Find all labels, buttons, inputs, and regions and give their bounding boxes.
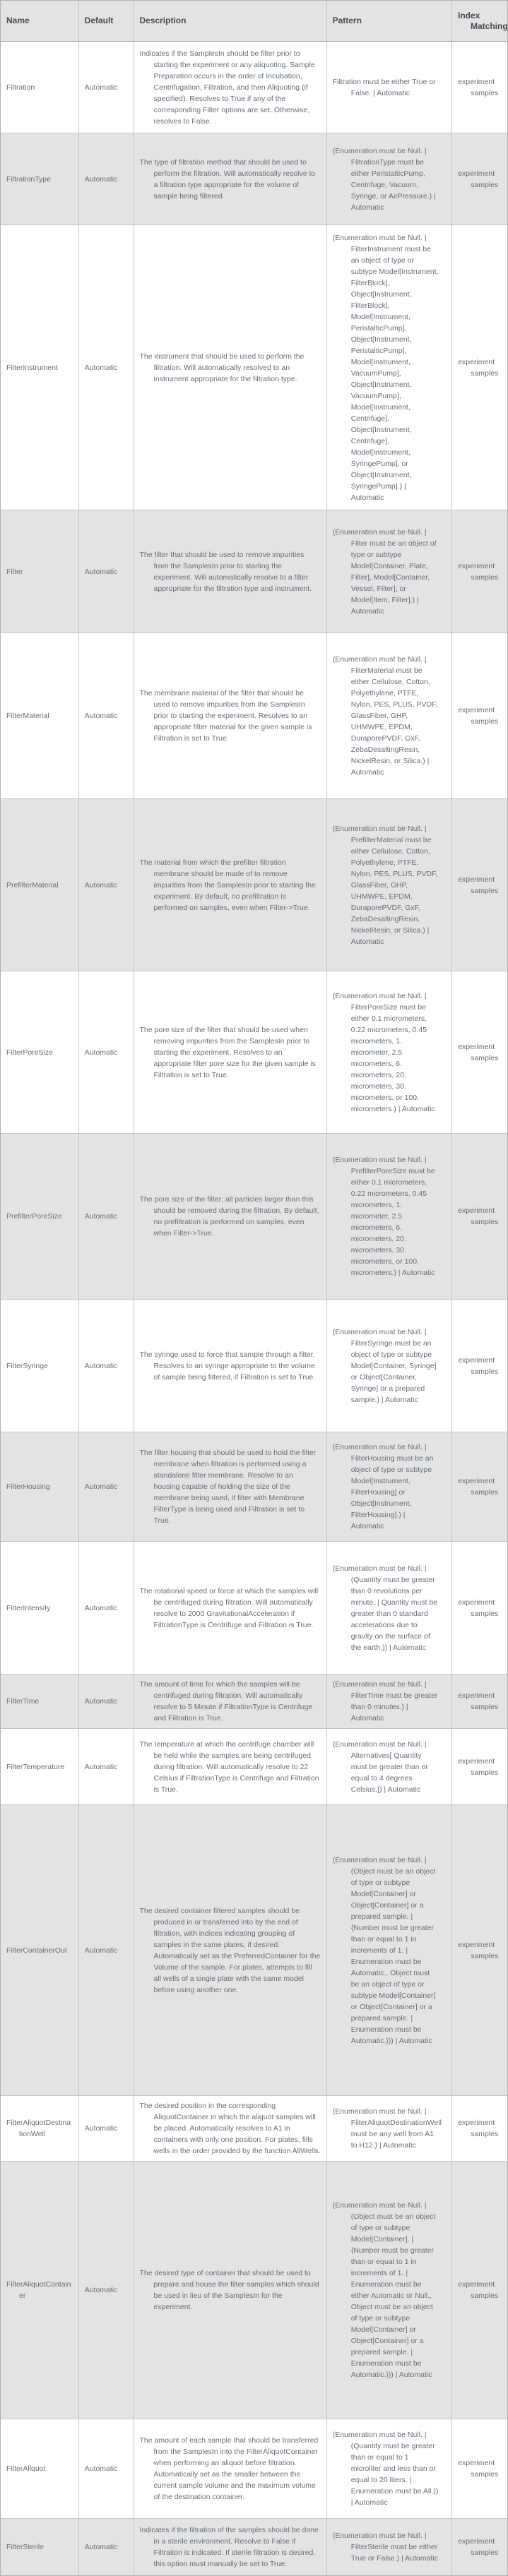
table-row xyxy=(1,633,507,799)
option-description: The desired type of container that should be used to prepare and house the filter samples which should be used in lieu of the SamplesIn for the experiment. xyxy=(134,2162,327,2419)
option-name: FilterAliquot xyxy=(1,2419,79,2518)
option-index-matching: experiment samples xyxy=(458,2537,499,2557)
option-pattern: (Enumeration must be Null. | FilterSyringe must be an object of type or subtype Model[Container, Syringe] or Object[Container, Syringe] or a prepared sample.) | Automatic xyxy=(327,1300,453,1432)
option-default-value: Automatic xyxy=(79,2096,134,2161)
option-pattern: (Enumeration must be Null. | (Quantity must be greater than or equal to 1 microliter and less than or equal to 20 liters. | Enumeration must be All.)) | Automatic xyxy=(327,2419,453,2518)
table-row xyxy=(1,1432,507,1542)
table-row xyxy=(1,42,507,133)
table-header-row xyxy=(1,1,507,42)
option-pattern: (Enumeration must be Null. | FilterTime must be greater than 0 minutes.) | Automatic xyxy=(327,1675,453,1728)
option-pattern: (Enumeration must be Null. | FilterPoreSize must be either 0.1 micrometers, 0.22 micrometers, 0.45 micrometers, 1. micrometer, 2.5 micrometers, 6. micrometers, 20. micrometers, 30. micrometers, or 100. micrometers.) | Automatic xyxy=(327,971,453,1133)
option-description: The pore size of the filter that should be used when removing impurities from the SamplesIn prior to starting the experiment. Resolves to an appropriate filter pore size for the given sample is Filtration is set to True. xyxy=(134,971,327,1133)
option-index-matching: experiment samples xyxy=(458,2280,499,2300)
table-row xyxy=(1,225,507,510)
option-name: FilterMaterial xyxy=(1,633,79,798)
table-body xyxy=(1,42,507,2575)
option-name: FilterPoreSize xyxy=(1,971,79,1133)
option-description: The rotational speed or force at which the samples will be centrifuged during filtration. Will automatically resolve to 2000 GravitationalAcceleration if FiltrationType is Centrifuge and Filtration is True. xyxy=(134,1542,327,1674)
option-default-value: Automatic xyxy=(79,225,134,510)
option-index-matching: experiment samples xyxy=(458,875,499,895)
option-name: FilterSterile xyxy=(1,2519,79,2575)
option-description: The membrane material of the filter that should be used to remove impurities from the SamplesIn prior to starting the experiment. Resolves to an appropriate filter material for the given sample is Filtration is set to True. xyxy=(134,633,327,798)
option-description: The pore size of the filter; all particles larger than this should be removed during the filtration. By default, no prefiltration is performed on samples, even when Filter->True. xyxy=(134,1134,327,1299)
option-name: FilterTemperature xyxy=(1,1729,79,1804)
option-default-value: Automatic xyxy=(79,1729,134,1804)
option-index-matching: experiment samples xyxy=(458,1598,499,1618)
table-row xyxy=(1,2162,507,2419)
option-index-matching: experiment samples xyxy=(458,1206,499,1226)
option-default-value: Automatic xyxy=(79,971,134,1133)
option-name: FilterInstrument xyxy=(1,225,79,510)
option-description: The amount of each sample that should be transferred from the SamplesIn into the FilterAliquotContainer when performing an aliquot before filtration. Automatically set as the smaller between the current sample volume and the maximum volume of the destination container. xyxy=(134,2419,327,2518)
option-index-matching: experiment samples xyxy=(458,561,499,582)
option-description: Indicates if the SamplesIn should be filter prior to starting the experiment or any aliquoting. Sample Preparation occurs in the order of Incubation, Centrifugation, Filtration, and then Aliquoting (if specified). Resolves to True if any of the corresponding Filter options are set. Otherwise, resolves to False. xyxy=(134,42,327,133)
option-description: The filter that should be used to remove impurities from the SamplesIn prior to starting the experiment. Will automatically resolve to a filter appropriate for the filtration type and instrument. xyxy=(134,510,327,633)
option-default-value: Automatic xyxy=(79,1432,134,1541)
option-default-value: Automatic xyxy=(79,1300,134,1432)
option-name: Filtration xyxy=(1,42,79,133)
option-index-matching: experiment samples xyxy=(458,1355,499,1376)
table-row xyxy=(1,2419,507,2519)
option-name: FilterIntensity xyxy=(1,1542,79,1674)
table-row xyxy=(1,1805,507,2096)
option-default-value: Automatic xyxy=(79,42,134,133)
option-description: The desired container filtered samples should be produced in or transferred into by the end of filtration, with indices indicating grouping of samples in the same plates, if desired. Automatically set as the PreferredContainer for the Volume of the sample. For plates, attempts to fill all wells of a single plate with the same model before using another one. xyxy=(134,1805,327,2095)
option-index-matching: experiment samples xyxy=(458,77,499,97)
option-description: The type of filtration method that should be used to perform the filtration. Will automatically resolve to a filtration type appropriate for the volume of sample being filtered. xyxy=(134,133,327,224)
column-header-default: Default xyxy=(79,1,134,41)
option-index-matching: experiment samples xyxy=(458,1477,499,1497)
option-description: The material from which the prefilter filtration membrane should be made of to remove impurities from the SamplesIn prior to starting the experiment. By default, no prefiltration is performed on samples, even when Filter->True. xyxy=(134,799,327,971)
option-pattern: Filtration must be either True or False. | Automatic xyxy=(327,42,453,133)
option-pattern: (Enumeration must be Null. | FilterMaterial must be either Cellulose, Cotton, Polyethylene, PTFE, Nylon, PES, PLUS, PVDF, GlassFiber, GHP, UHMWPE, EPDM, DuraporePVDF, GxF, ZebaDesaltingResin, NickelResin, or Silica.) | Automatic xyxy=(327,633,453,798)
option-default-value: Automatic xyxy=(79,799,134,971)
option-index-matching: experiment samples xyxy=(458,1756,499,1777)
option-pattern: (Enumeration must be Null. | FiltrationType must be either PeristalticPump, Centrifuge, Vacuum, Syringe, or AirPressure.) | Automatic xyxy=(327,133,453,224)
option-name: PrefilterMaterial xyxy=(1,799,79,971)
option-pattern: (Enumeration must be Null. | (Object must be an object of type or subtype Model[Container]. | {Number must be greater than or equal to 1 in increments of 1. | Enumeration must be either Automatic or Null., Object must be an object of type or subtype Model[Container] or Object[Container] or a prepared sample. | Enumeration must be Automatic.})) | Automatic xyxy=(327,2162,453,2419)
option-pattern: (Enumeration must be Null. | Alternatives[ Quantity must be greater than or equal to 4 degrees Celsius.]) | Automatic xyxy=(327,1729,453,1804)
option-name: Filter xyxy=(1,510,79,633)
column-header-description: Description xyxy=(134,1,326,41)
option-name: FilterHousing xyxy=(1,1432,79,1541)
option-name: FilterTime xyxy=(1,1675,79,1728)
table-row xyxy=(1,1675,507,1729)
option-name: PrefilterPoreSize xyxy=(1,1134,79,1299)
option-default-value: Automatic xyxy=(79,133,134,224)
option-description: Indicates if the filtration of the samples should be done in a sterile environment. Resolve to False if Filtration is indicated. If sterile filtration is desired, this option must manually be set to True. xyxy=(134,2519,327,2575)
option-default-value: Automatic xyxy=(79,1805,134,2095)
option-default-value: Automatic xyxy=(79,1134,134,1299)
option-name: FilterAliquotContainer xyxy=(1,2162,79,2419)
table-row xyxy=(1,1300,507,1432)
option-description: The amount of time for which the samples will be centrifuged during filtration. Will automatically resolve to 5 Minute if FiltrationType is Centrifuge and Filtration is True. xyxy=(134,1675,327,1728)
table-row xyxy=(1,133,507,225)
option-name: FiltrationType xyxy=(1,133,79,224)
option-default-value: Automatic xyxy=(79,1675,134,1728)
option-description: The temperature at which the centrifuge chamber will be held while the samples are being centrifuged during filtration. Will automatically resolve to 22 Celsius if FiltrationType is Centrifuge and Filtration is True. xyxy=(134,1729,327,1804)
option-description: The instrument that should be used to perform the filtration. Will automatically resolved to an instrument appropriate for the filtration type. xyxy=(134,225,327,510)
table-row xyxy=(1,799,507,971)
option-index-matching: experiment samples xyxy=(458,357,499,378)
option-pattern: (Enumeration must be Null. | PrefilterPoreSize must be either 0.1 micrometers, 0.22 micrometers, 0.45 micrometers, 1. micrometer, 2.5 micrometers, 6. micrometers, 20. micrometers, 30. micrometers, or 100. micrometers.) | Automatic xyxy=(327,1134,453,1299)
table-row xyxy=(1,1542,507,1675)
table-row xyxy=(1,1134,507,1300)
option-index-matching: experiment samples xyxy=(458,2119,499,2138)
option-index-matching: experiment samples xyxy=(458,706,499,726)
column-header-index-matching: Index Matching xyxy=(458,10,508,31)
option-default-value: Automatic xyxy=(79,2519,134,2575)
option-description: The syringe used to force that sample through a filter. Resolves to an syringe appropriate to the volume of sample being filtered, if Filtration is set to True. xyxy=(134,1300,327,1432)
option-default-value: Automatic xyxy=(79,510,134,633)
option-default-value: Automatic xyxy=(79,2419,134,2518)
option-pattern: (Enumeration must be Null. | FilterSterile must be either True or False.) | Automatic xyxy=(327,2519,453,2575)
column-header-pattern: Pattern xyxy=(327,1,452,41)
option-pattern: (Enumeration must be Null. | (Quantity must be greater than 0 revolutions per minute. | Quantity must be greater than 0 standard accelerations due to gravity on the surface of the earth.)) | Automatic xyxy=(327,1542,453,1674)
table-row xyxy=(1,971,507,1134)
option-index-matching: experiment samples xyxy=(458,1042,499,1062)
option-index-matching: experiment samples xyxy=(458,1940,499,1960)
option-name: FilterAliquotDestinationWell xyxy=(1,2096,79,2161)
option-index-matching: experiment samples xyxy=(458,169,499,189)
option-default-value: Automatic xyxy=(79,1542,134,1674)
option-name: FilterSyringe xyxy=(1,1300,79,1432)
table-row xyxy=(1,2519,507,2575)
option-default-value: Automatic xyxy=(79,2162,134,2419)
option-pattern: (Enumeration must be Null. | FilterHousing must be an object of type or subtype Model[Instrument, FilterHousing] or Object[Instrument, FilterHousing].) | Automatic xyxy=(327,1432,453,1541)
table-row xyxy=(1,510,507,633)
option-pattern: (Enumeration must be Null. | Filter must be an object of type or subtype Model[Container, Plate, Filter], Model[Container, Vessel, Filter], or Model[Item, Filter].) | Automatic xyxy=(327,510,453,633)
option-pattern: (Enumeration must be Null. | FilterAliquotDestinationWell must be any well from A1 to H12.) | Automatic xyxy=(327,2096,453,2161)
option-index-matching: experiment samples xyxy=(458,2459,499,2479)
table-row xyxy=(1,2096,507,2162)
column-header-name: Name xyxy=(1,1,79,41)
option-default-value: Automatic xyxy=(79,633,134,798)
option-pattern: (Enumeration must be Null. | FilterInstrument must be an object of type or subtype Model[Instrument, FilterBlock], Object[Instrument, FilterBlock], Model[Instrument, PeristalticPump], Object[Instrument, PeristalticPump], Model[Instrument, VacuumPump], Object[Instrument, VacuumPump], Model[Instrument, Centrifuge], Object[Instrument, Centrifuge], Model[Instrument, SyringePump], or Object[Instrument, SyringePump].) | Automatic xyxy=(327,225,453,510)
option-description: The filter housing that should be used to hold the filter membrane when filtration is performed using a standalone filter membrane. Resolve to an housing capable of holding the size of the membrane being used, if filter with Membrane FilterType is being used and Filtration is set to True. xyxy=(134,1432,327,1541)
option-name: FilterContainerOut xyxy=(1,1805,79,2095)
option-pattern: (Enumeration must be Null. | (Object must be an object of type or subtype Model[Container] or Object[Container] or a prepared sample. | {Number must be greater than or equal to 1 in increments of 1. | Enumeration must be Automatic., Object must be an object of type or subtype Model[Container] or Object[Container] or a prepared sample. | Enumeration must be Automatic.})) | Automatic xyxy=(327,1805,453,2095)
option-description: The desired position in the corresponding AliquotContainer in which the aliquot samples will be placed. Automatically resolves to A1 in containers with only one position. For plates, fills wells in the order provided by the function AllWells. xyxy=(134,2096,327,2161)
table-row xyxy=(1,1729,507,1805)
option-index-matching: experiment samples xyxy=(458,1691,499,1711)
option-pattern: (Enumeration must be Null. | PrefilterMaterial must be either Cellulose, Cotton, Polyethylene, PTFE, Nylon, PES, PLUS, PVDF, GlassFiber, GHP, UHMWPE, EPDM, DuraporePVDF, GxF, ZebaDesaltingResin, NickelResin, or Silica.) | Automatic xyxy=(327,799,453,971)
